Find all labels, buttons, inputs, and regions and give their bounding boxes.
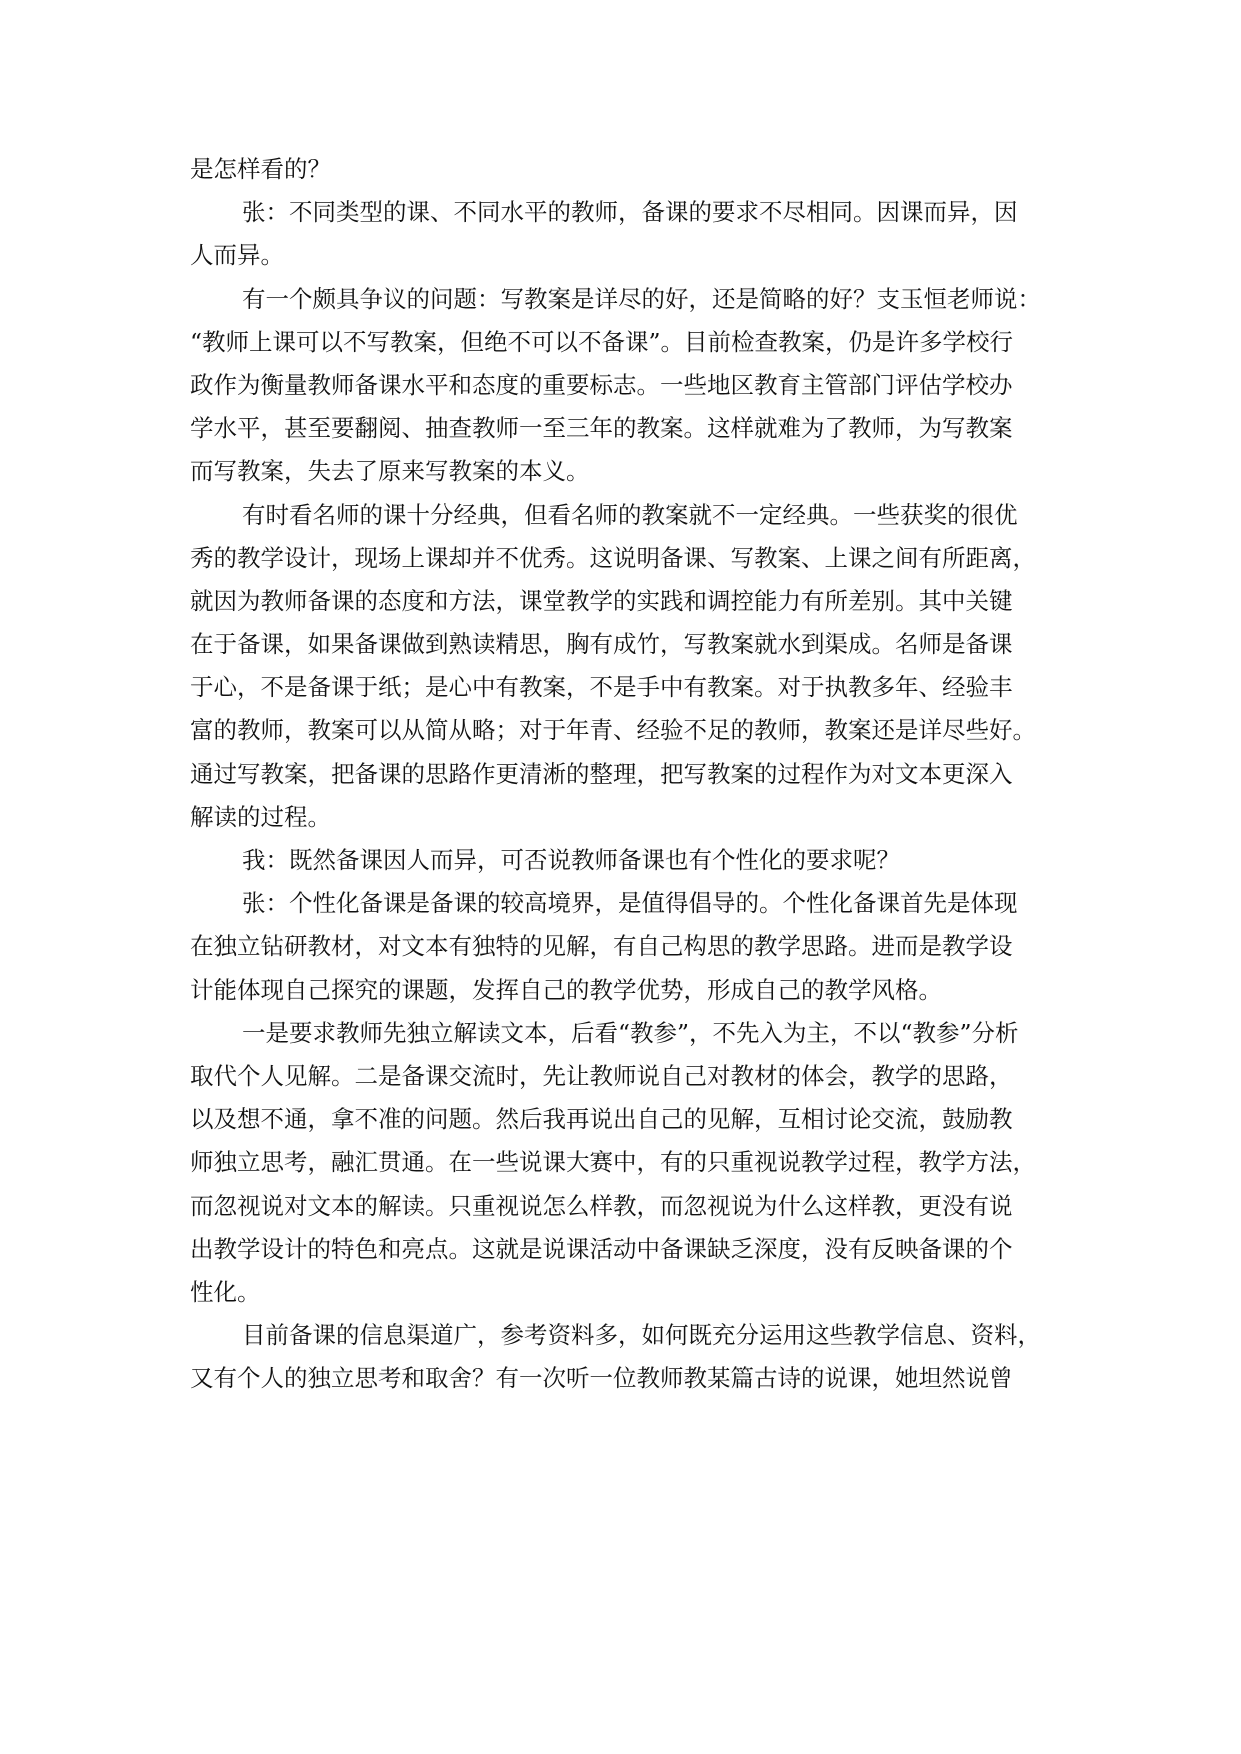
text-line: 取代个人见解。二是备课交流时，先让教师说自己对教材的体会，教学的思路， <box>190 1061 1013 1090</box>
body-text <box>190 148 1050 1400</box>
text-line: 人而异。 <box>190 241 284 270</box>
text-line: 有时看名师的课十分经典，但看名师的教案就不一定经典。一些获奖的很优 <box>242 500 1018 529</box>
text-line: 张：个性化备课是备课的较高境界，是值得倡导的。个性化备课首先是体现 <box>242 889 1018 918</box>
text-line: 于心，不是备课于纸；是心中有教案，不是手中有教案。对于执教多年、经验丰 <box>190 673 1013 702</box>
text-line: 师独立思考，融汇贯通。在一些说课大赛中，有的只重视说教学过程，教学方法， <box>190 1148 1036 1177</box>
text-line: 就因为教师备课的态度和方法，课堂教学的实践和调控能力有所差别。其中关键 <box>190 586 1013 615</box>
text-line: 以及想不通，拿不准的问题。然后我再说出自己的见解，互相讨论交流，鼓励教 <box>190 1105 1013 1134</box>
text-line: 秀的教学设计，现场上课却并不优秀。这说明备课、写教案、上课之间有所距离， <box>190 543 1036 572</box>
text-line: 性化。 <box>190 1277 261 1306</box>
text-line: 在于备课，如果备课做到熟读精思，胸有成竹，写教案就水到渠成。名师是备课 <box>190 630 1013 659</box>
text-line: “教师上课可以不写教案，但绝不可以不备课”。目前检查教案，仍是许多学校行 <box>190 327 1014 356</box>
text-line: 政作为衡量教师备课水平和态度的重要标志。一些地区教育主管部门评估学校办 <box>190 370 1013 399</box>
text-line: 解读的过程。 <box>190 802 331 831</box>
text-line: 而忽视说对文本的解读。只重视说怎么样教，而忽视说为什么这样教，更没有说 <box>190 1191 1013 1220</box>
text-line: 出教学设计的特色和亮点。这就是说课活动中备课缺乏深度，没有反映备课的个 <box>190 1234 1013 1263</box>
text-line: 目前备课的信息渠道广，参考资料多，如何既充分运用这些教学信息、资料， <box>242 1321 1041 1350</box>
text-line: 一是要求教师先独立解读文本，后看“教参”，不先入为主，不以“教参”分析 <box>242 1018 1019 1047</box>
text-line: 又有个人的独立思考和取舍？有一次听一位教师教某篇古诗的说课，她坦然说曾 <box>190 1364 1013 1393</box>
text-line: 学水平，甚至要翻阅、抽查教师一至三年的教案。这样就难为了教师，为写教案 <box>190 414 1013 443</box>
text-line: 通过写教案，把备课的思路作更清淅的整理，把写教案的过程作为对文本更深入 <box>190 759 1013 788</box>
text-line: 是怎样看的？ <box>190 155 331 183</box>
text-line: 而写教案，失去了原来写教案的本义。 <box>190 457 590 486</box>
text-line: 富的教师，教案可以从简从略；对于年青、经验不足的教师，教案还是详尽些好。 <box>190 716 1036 745</box>
text-line: 有一个颇具争议的问题：写教案是详尽的好，还是简略的好？支玉恒老师说： <box>242 284 1041 313</box>
text-line: 在独立钻研教材，对文本有独特的见解，有自己构思的教学思路。进而是教学设 <box>190 932 1013 961</box>
text-line: 我：既然备课因人而异，可否说教师备课也有个性化的要求呢？ <box>242 846 900 874</box>
text-line: 计能体现自己探究的课题，发挥自己的教学优势，形成自己的教学风格。 <box>190 975 942 1004</box>
text-line: 张：不同类型的课、不同水平的教师，备课的要求不尽相同。因课而异，因 <box>242 198 1018 227</box>
